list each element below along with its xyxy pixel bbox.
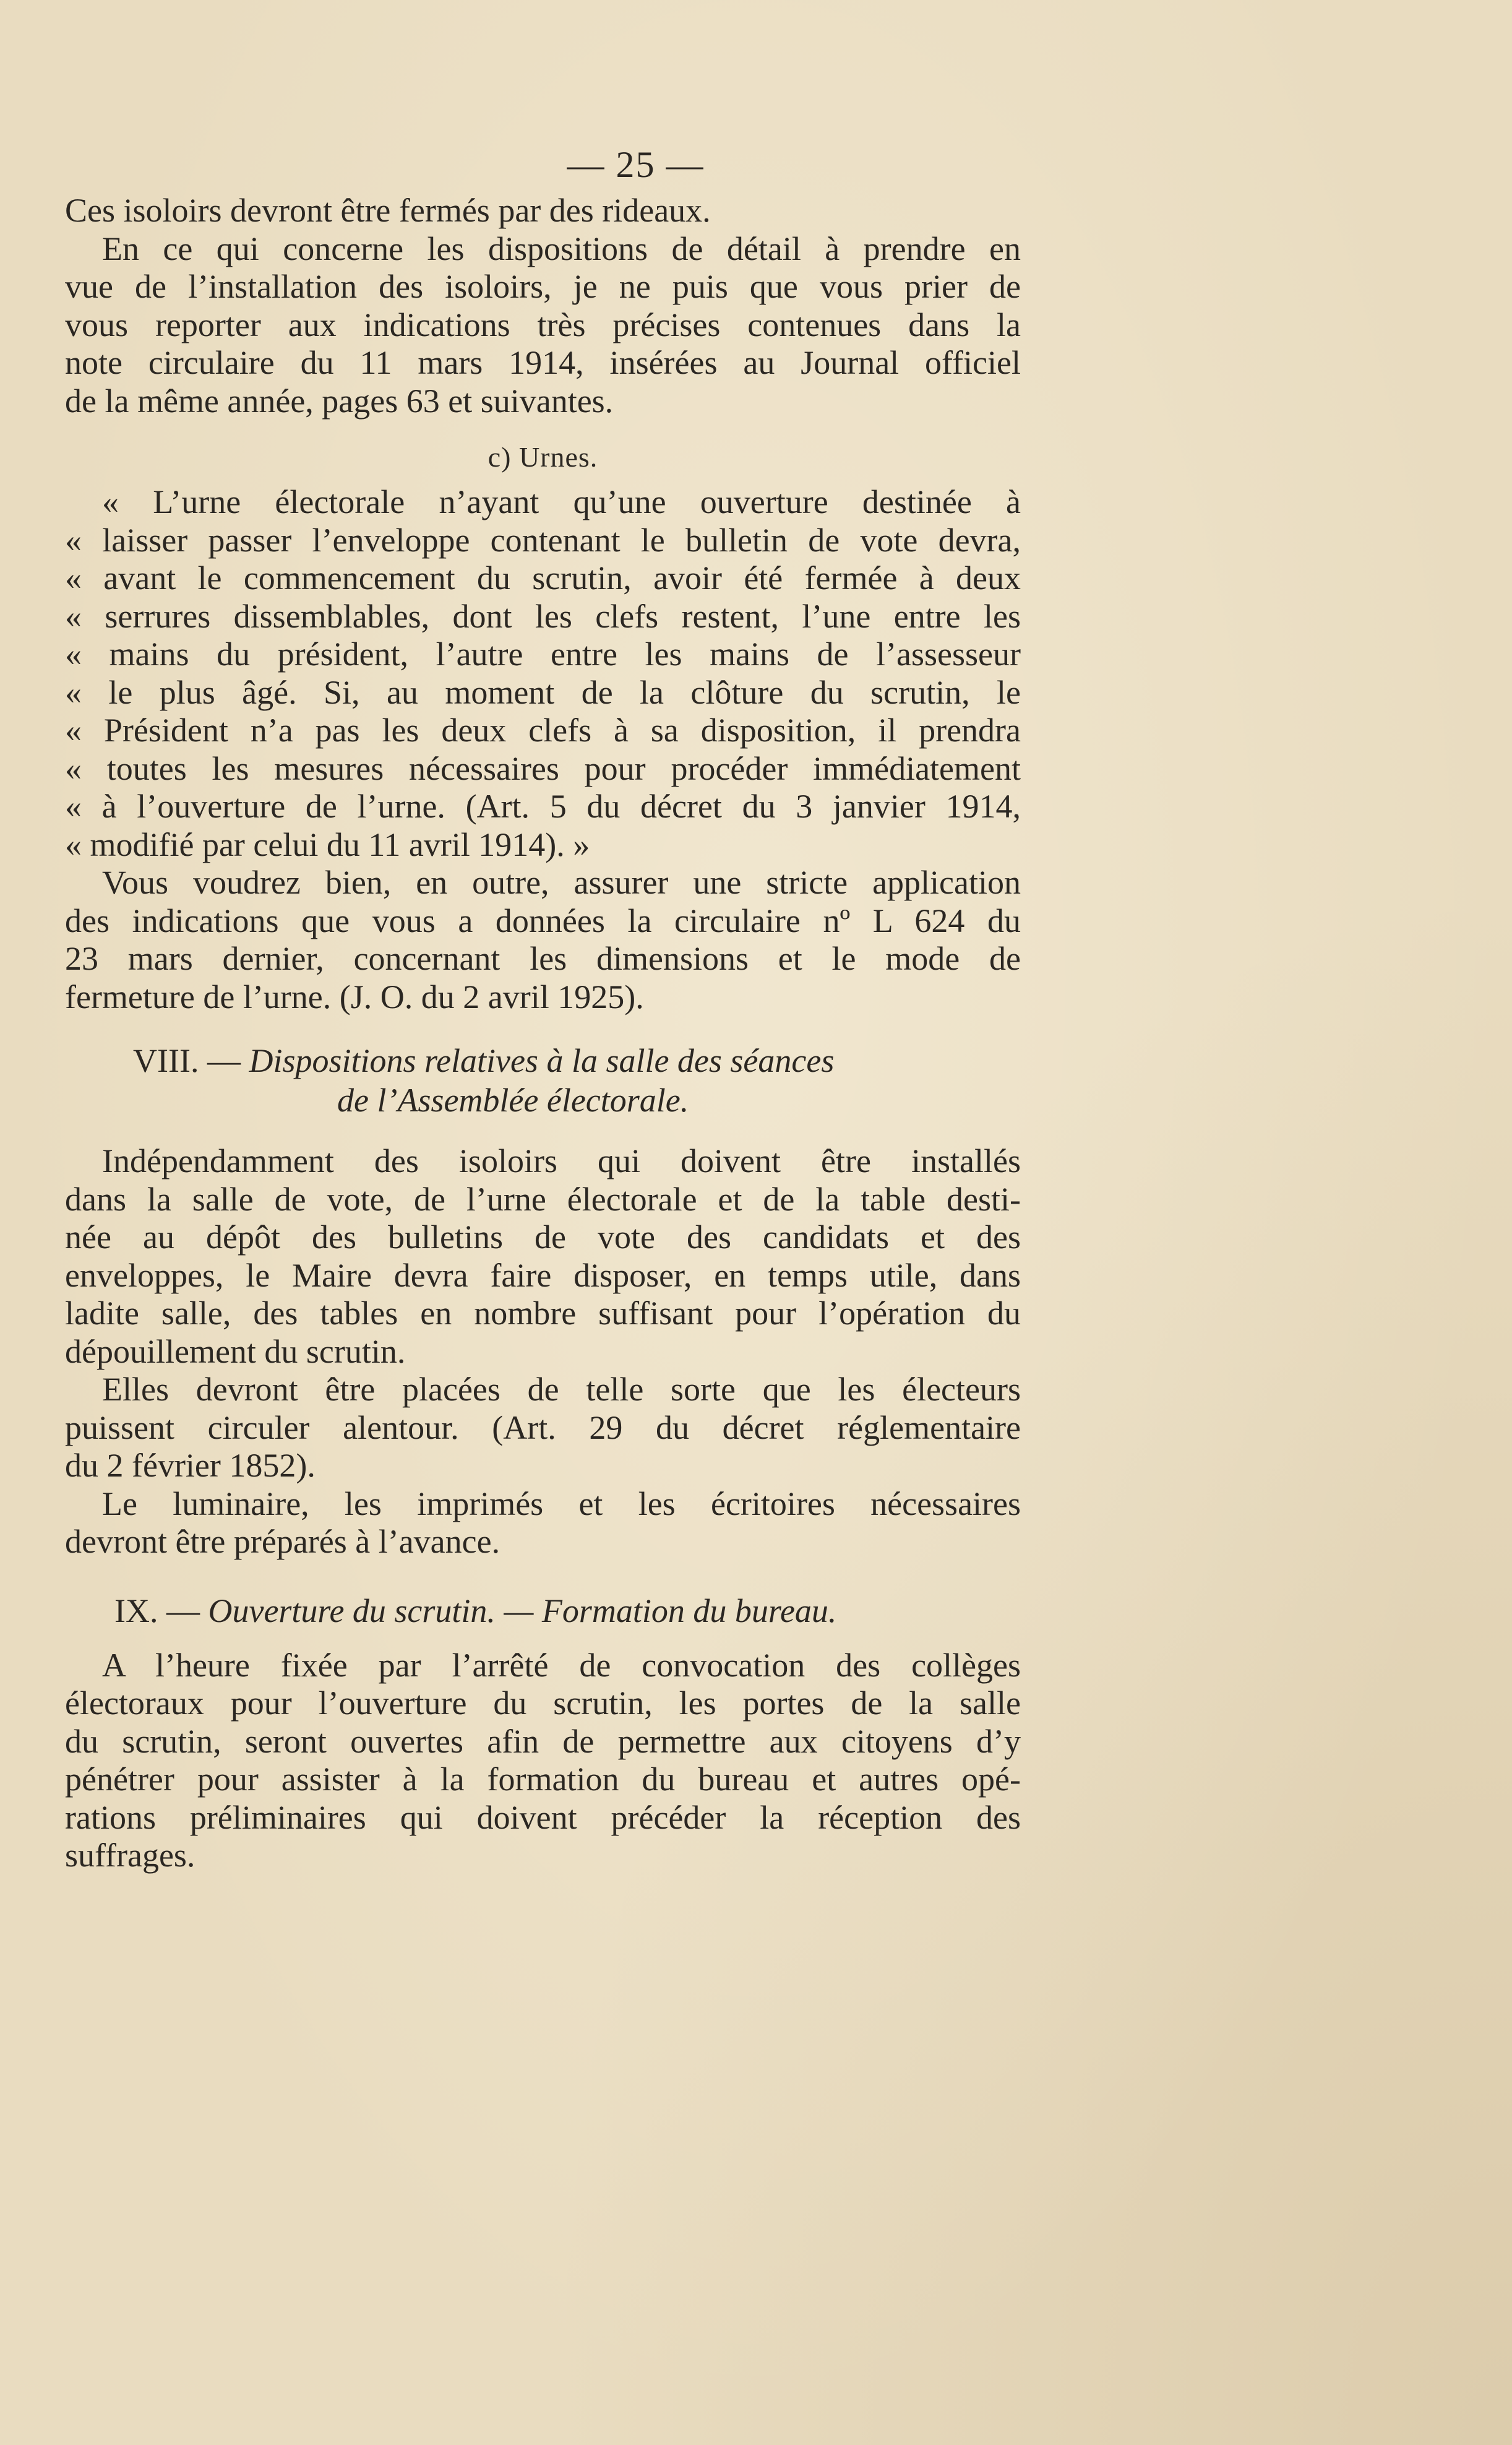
urnes-quote — [65, 483, 1021, 864]
text-line: A l’heure fixée par l’arrêté de convocation des collèges — [102, 1646, 1021, 1684]
viii-paragraph-1 — [65, 1142, 1021, 1371]
section-title: Ouverture du scrutin. — Formation du bureau. — [208, 1592, 837, 1629]
text-line: de la même année, pages 63 et suivantes. — [65, 382, 614, 420]
text-line: puissent circuler alentour. (Art. 29 du décret réglementaire — [65, 1408, 1021, 1446]
text-line: Indépendamment des isoloirs qui doivent être installés — [102, 1142, 1021, 1179]
subheading-urnes: c) Urnes. — [488, 441, 598, 473]
text-line: ladite salle, des tables en nombre suffisant pour l’opération du — [65, 1295, 1021, 1332]
text-line: pénétrer pour assister à la formation du bureau et autres opé- — [65, 1761, 1021, 1798]
text-line: des indications que vous a données la circulaire nº L 624 du — [65, 902, 1021, 939]
text-line: « mains du président, l’autre entre les mains de l’assesseur — [65, 636, 1021, 673]
text-line: dans la salle de vote, de l’urne électorale et de la table desti- — [65, 1180, 1021, 1218]
text-line: « le plus âgé. Si, au moment de la clôture du scrutin, le — [65, 673, 1021, 711]
section-ix-heading — [65, 1591, 1021, 1631]
text-line: « toutes les mesures nécessaires pour procéder immédiatement — [65, 749, 1021, 787]
text-line: née au dépôt des bulletins de vote des candidats et des — [65, 1218, 1021, 1256]
section-title-continued: de l’Assemblée électorale. — [337, 1082, 689, 1119]
text-line: 23 mars dernier, concernant les dimensions et le mode de — [65, 940, 1021, 977]
text-line: vue de l’installation des isoloirs, je ne puis que vous prier de — [65, 268, 1021, 305]
text-line: « modifié par celui du 11 avril 1914). » — [65, 826, 590, 863]
text-line: Le luminaire, les imprimés et les écritoires nécessaires — [102, 1485, 1021, 1522]
text-line: suffrages. — [65, 1837, 195, 1874]
text-line: fermeture de l’urne. (J. O. du 2 avril 1925). — [65, 978, 644, 1016]
text-line: « laisser passer l’enveloppe contenant le bulletin de vote devra, — [65, 521, 1021, 559]
document-page — [65, 142, 1021, 1875]
viii-paragraph-2 — [65, 1371, 1021, 1485]
page-number: — 25 — — [567, 144, 705, 185]
text-line: « à l’ouverture de l’urne. (Art. 5 du décret du 3 janvier 1914, — [65, 788, 1021, 825]
text-line: « Président n’a pas les deux clefs à sa disposition, il prendra — [65, 712, 1021, 749]
text-line: vous reporter aux indications très précises contenues dans la — [65, 306, 1021, 343]
text-line: Ces isoloirs devront être fermés par des rideaux. — [65, 192, 711, 229]
text-line: dépouillement du scrutin. — [65, 1332, 406, 1370]
text-line: Vous voudrez bien, en outre, assurer une stricte application — [102, 864, 1021, 901]
ix-paragraph-1 — [65, 1647, 1021, 1875]
text-line: rations préliminaires qui doivent précéder la réception des — [65, 1798, 1021, 1836]
section-title: Dispositions relatives à la salle des séances — [249, 1042, 835, 1079]
text-line: note circulaire du 11 mars 1914, insérées au Journal officiel — [65, 344, 1021, 381]
section-viii-heading — [65, 1041, 1021, 1120]
text-line: « serrures dissemblables, dont les clefs restent, l’une entre les — [65, 597, 1021, 635]
section-number: VIII. — — [133, 1042, 241, 1079]
text-line: enveloppes, le Maire devra faire disposer, en temps utile, dans — [65, 1256, 1021, 1294]
text-line: « avant le commencement du scrutin, avoir été fermée à deux — [65, 559, 1021, 597]
intro-paragraph — [65, 192, 1021, 420]
text-line: du 2 février 1852). — [65, 1447, 316, 1484]
text-line: électoraux pour l’ouverture du scrutin, les portes de la salle — [65, 1684, 1021, 1722]
text-line: En ce qui concerne les dispositions de détail à prendre en — [102, 230, 1021, 267]
section-number: IX. — — [114, 1592, 200, 1629]
text-line: Elles devront être placées de telle sorte que les électeurs — [102, 1371, 1021, 1408]
viii-paragraph-3 — [65, 1485, 1021, 1561]
text-line: « L’urne électorale n’ayant qu’une ouverture destinée à — [102, 483, 1021, 520]
urnes-followup-paragraph — [65, 864, 1021, 1016]
text-line: devront être préparés à l’avance. — [65, 1523, 500, 1560]
text-line: du scrutin, seront ouvertes afin de permettre aux citoyens d’y — [65, 1722, 1021, 1760]
